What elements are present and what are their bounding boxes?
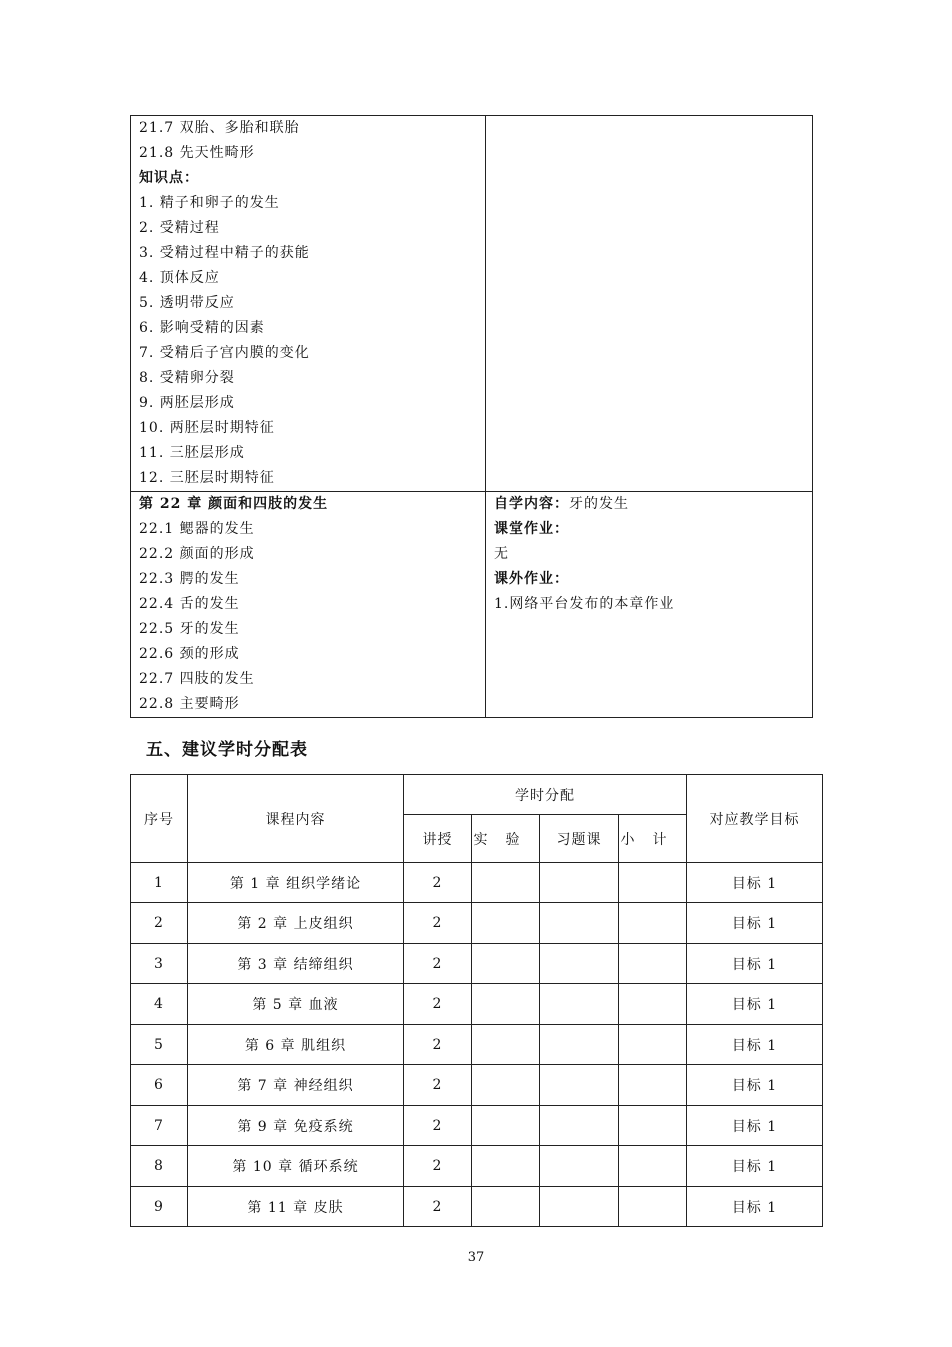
self-study-label: 自学内容： <box>494 496 569 512</box>
row-lecture: 2 <box>404 1025 472 1065</box>
header-content: 课程内容 <box>188 775 404 863</box>
table-row <box>131 1106 823 1146</box>
row-lecture: 2 <box>404 944 472 984</box>
row-objective: 目标 1 <box>687 944 823 984</box>
row-objective: 目标 1 <box>687 1106 823 1146</box>
knowledge-point: 8. 受精卵分裂 <box>139 370 235 386</box>
row-index: 8 <box>131 1146 188 1187</box>
syllabus-content-table <box>130 115 813 718</box>
header-allocation: 学时分配 <box>404 775 687 815</box>
row-exercise <box>540 1106 619 1146</box>
row-content: 第 1 章 组织学绪论 <box>188 863 404 903</box>
row-subtotal <box>619 944 687 984</box>
row-content: 第 5 章 血液 <box>188 984 404 1025</box>
chapter-22-content <box>131 492 486 718</box>
row-lab <box>472 903 540 944</box>
knowledge-point: 5. 透明带反应 <box>139 295 235 311</box>
row-index: 1 <box>131 863 188 903</box>
table-row <box>131 1187 823 1227</box>
row-content: 第 7 章 神经组织 <box>188 1065 404 1106</box>
row-index: 2 <box>131 903 188 944</box>
row-index: 3 <box>131 944 188 984</box>
row-content: 第 2 章 上皮组织 <box>188 903 404 944</box>
section-line: 22.3 腭的发生 <box>139 571 240 587</box>
row-index: 5 <box>131 1025 188 1065</box>
row-lab <box>472 944 540 984</box>
row-objective: 目标 1 <box>687 903 823 944</box>
row-lecture: 2 <box>404 1106 472 1146</box>
homework-label: 课外作业： <box>494 571 569 587</box>
row-objective: 目标 1 <box>687 1187 823 1227</box>
row-subtotal <box>619 863 687 903</box>
row-objective: 目标 1 <box>687 1146 823 1187</box>
knowledge-point: 1. 精子和卵子的发生 <box>139 195 280 211</box>
chapter-21-row <box>131 116 813 492</box>
section-line: 22.5 牙的发生 <box>139 621 240 637</box>
row-exercise <box>540 1146 619 1187</box>
content-line: 21.7 双胎、多胎和联胎 <box>139 120 300 136</box>
row-content: 第 9 章 免疫系统 <box>188 1106 404 1146</box>
chapter-21-content <box>131 116 486 492</box>
chapter-22-assignments <box>486 492 813 718</box>
row-index: 6 <box>131 1065 188 1106</box>
row-exercise <box>540 903 619 944</box>
chapter-21-assignments <box>486 116 813 492</box>
row-subtotal <box>619 984 687 1025</box>
table-row <box>131 984 823 1025</box>
knowledge-point: 3. 受精过程中精子的获能 <box>139 245 310 261</box>
row-objective: 目标 1 <box>687 1025 823 1065</box>
chapter-22-title: 第 22 章 颜面和四肢的发生 <box>139 496 329 512</box>
row-lab <box>472 984 540 1025</box>
self-study-value: 牙的发生 <box>569 496 629 512</box>
row-exercise <box>540 944 619 984</box>
table-row <box>131 1065 823 1106</box>
header-exercise: 习题课 <box>540 815 619 863</box>
knowledge-point: 6. 影响受精的因素 <box>139 320 265 336</box>
row-objective: 目标 1 <box>687 984 823 1025</box>
row-lab <box>472 1025 540 1065</box>
row-subtotal <box>619 1025 687 1065</box>
content-line: 21.8 先天性畸形 <box>139 145 255 161</box>
row-content: 第 10 章 循环系统 <box>188 1146 404 1187</box>
classwork-value: 无 <box>494 546 509 562</box>
table-row <box>131 1146 823 1187</box>
header-objective: 对应教学目标 <box>687 775 823 863</box>
knowledge-points-heading: 知识点： <box>139 170 199 186</box>
row-content: 第 3 章 结缔组织 <box>188 944 404 984</box>
row-subtotal <box>619 1146 687 1187</box>
knowledge-point: 4. 顶体反应 <box>139 270 220 286</box>
row-exercise <box>540 1187 619 1227</box>
row-objective: 目标 1 <box>687 1065 823 1106</box>
chapter-22-row <box>131 492 813 718</box>
row-index: 7 <box>131 1106 188 1146</box>
section-line: 22.2 颜面的形成 <box>139 546 255 562</box>
header-index: 序号 <box>131 775 188 863</box>
table-row <box>131 863 823 903</box>
row-content: 第 11 章 皮肤 <box>188 1187 404 1227</box>
hours-allocation-table <box>130 774 823 1227</box>
knowledge-point: 9. 两胚层形成 <box>139 395 235 411</box>
table-row <box>131 903 823 944</box>
row-lecture: 2 <box>404 903 472 944</box>
classwork-label: 课堂作业： <box>494 521 569 537</box>
row-lecture: 2 <box>404 1146 472 1187</box>
header-lecture: 讲授 <box>404 815 472 863</box>
row-lab <box>472 1106 540 1146</box>
knowledge-point: 12. 三胚层时期特征 <box>139 470 275 486</box>
section-line: 22.8 主要畸形 <box>139 696 240 712</box>
row-lecture: 2 <box>404 863 472 903</box>
row-lab <box>472 1146 540 1187</box>
section-line: 22.6 颈的形成 <box>139 646 240 662</box>
row-exercise <box>540 1025 619 1065</box>
row-lecture: 2 <box>404 984 472 1025</box>
row-exercise <box>540 1065 619 1106</box>
row-subtotal <box>619 1065 687 1106</box>
row-lab <box>472 863 540 903</box>
header-lab: 实验 <box>472 815 540 863</box>
row-lecture: 2 <box>404 1187 472 1227</box>
knowledge-point: 10. 两胚层时期特征 <box>139 420 275 436</box>
section-line: 22.4 舌的发生 <box>139 596 240 612</box>
section-line: 22.7 四肢的发生 <box>139 671 255 687</box>
page-number: 37 <box>467 1250 485 1265</box>
row-subtotal <box>619 1106 687 1146</box>
row-exercise <box>540 984 619 1025</box>
row-lab <box>472 1065 540 1106</box>
row-index: 4 <box>131 984 188 1025</box>
section-line: 22.1 鳃器的发生 <box>139 521 255 537</box>
self-study-line <box>486 492 812 517</box>
header-row <box>131 775 823 815</box>
knowledge-point: 2. 受精过程 <box>139 220 220 236</box>
table-row <box>131 944 823 984</box>
row-subtotal <box>619 1187 687 1227</box>
row-index: 9 <box>131 1187 188 1227</box>
section-title: 五、建议学时分配表 <box>146 740 308 760</box>
row-content: 第 6 章 肌组织 <box>188 1025 404 1065</box>
homework-value: 1.网络平台发布的本章作业 <box>494 596 675 612</box>
row-exercise <box>540 863 619 903</box>
row-lab <box>472 1187 540 1227</box>
row-subtotal <box>619 903 687 944</box>
table-row <box>131 1025 823 1065</box>
row-objective: 目标 1 <box>687 863 823 903</box>
knowledge-point: 11. 三胚层形成 <box>139 445 245 461</box>
knowledge-point: 7. 受精后子宫内膜的变化 <box>139 345 310 361</box>
row-lecture: 2 <box>404 1065 472 1106</box>
header-subtotal: 小计 <box>619 815 687 863</box>
